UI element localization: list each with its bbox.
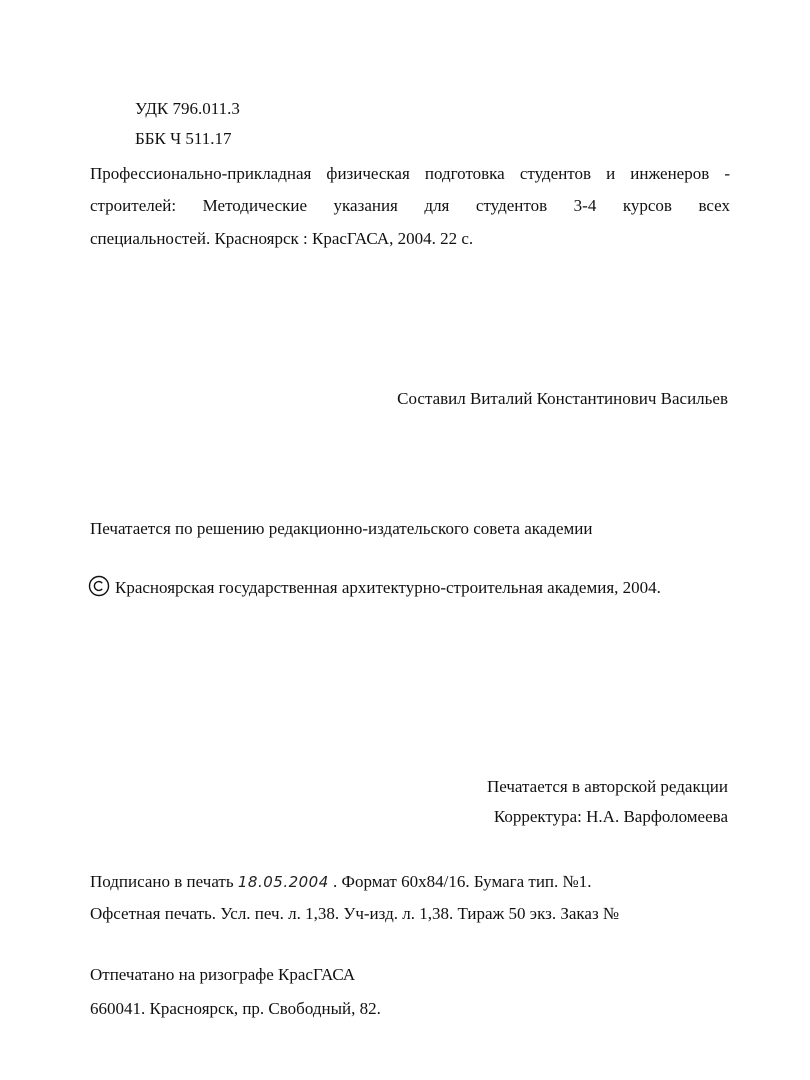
citation-line-2: строителей: Методические указания для студентов 3-4 курсов всех (90, 196, 730, 215)
proofreader-line: Корректура: Н.А. Варфоломеева (493, 807, 728, 826)
bbk-code: ББК Ч 511.17 (135, 129, 232, 148)
signed-suffix: . Формат 60х84/16. Бумага тип. №1. (333, 872, 592, 891)
printer-line: Отпечатано на ризографе КрасГАСА (90, 965, 356, 984)
citation-line-1: Профессионально-прикладная физическая подготовка студентов и инженеров - (90, 164, 730, 183)
signed-prefix: Подписано в печать (90, 872, 234, 891)
compiler-line: Составил Виталий Константинович Васильев (397, 389, 728, 408)
copyright-text: Красноярская государственная архитектурно-строительная академия, 2004. (115, 578, 661, 597)
signed-date: 18.05.2004 (237, 873, 329, 891)
signed-line (90, 873, 592, 890)
edition-note: Печатается в авторской редакции (486, 777, 728, 796)
print-details-line: Офсетная печать. Усл. печ. л. 1,38. Уч-изд. л. 1,38. Тираж 50 экз. Заказ № (90, 904, 620, 923)
approval-note: Печатается по решению редакционно-издательского совета академии (90, 519, 593, 538)
citation-line-3: специальностей. Красноярск : КрасГАСА, 2004. 22 с. (90, 229, 474, 248)
udk-code: УДК 796.011.3 (135, 99, 240, 118)
printer-address: 660041. Красноярск, пр. Свободный, 82. (90, 999, 381, 1018)
copyright-icon (88, 575, 110, 597)
